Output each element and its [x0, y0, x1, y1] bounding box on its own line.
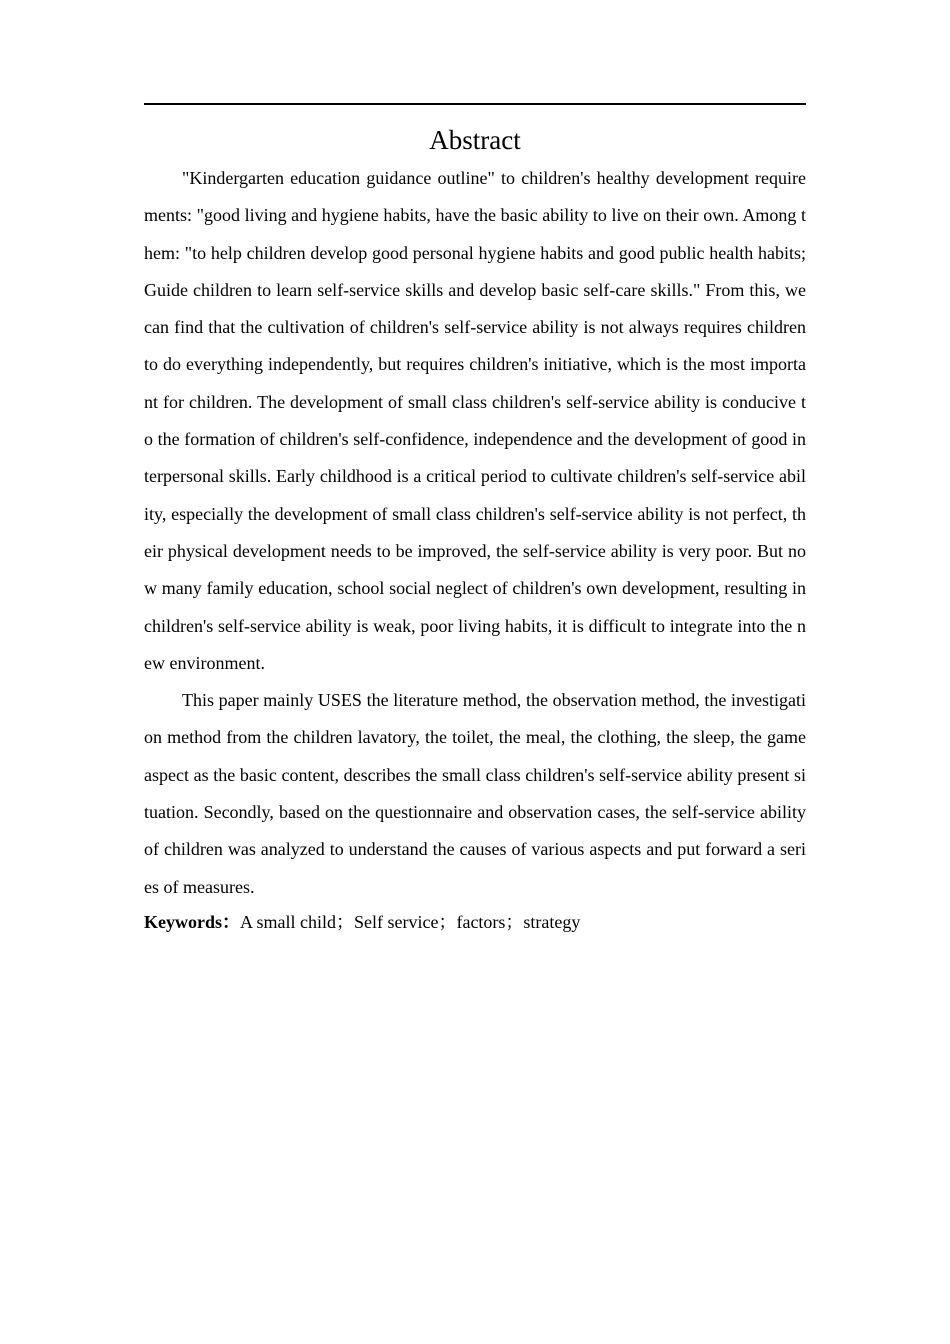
keywords-label: Keywords： [144, 912, 240, 932]
abstract-paragraph-2: This paper mainly USES the literature method, the observation method, the investigation method from the children lavatory, the toilet, the meal, the clothing, the sleep, the game aspect as the basic content, describes the small class children's self-service ability present situation. Secondly, based on the questionnaire and observation cases, the self-service ability of children was analyzed to understand the causes of various aspects and put forward a series of measures. [144, 690, 806, 897]
keywords-line [144, 904, 806, 941]
keywords-list: A small child；Self service；factors；strategy [240, 912, 581, 932]
abstract-body [144, 160, 806, 906]
abstract-title: Abstract [429, 125, 521, 155]
abstract-paragraph-1: "Kindergarten education guidance outline" to children's healthy development requirements: "good living and hygiene habits, have the basic ability to live on their own. Among them: "to help children develop good personal hygiene habits and good public health habits; Guide children to learn self-service skills and develop basic self-care skills." From this, we can find that the cultivation of children's self-service ability is not always requires children to do everything independently, but requires children's initiative, which is the most important for children. The development of small class children's self-service ability is conducive to the formation of children's self-confidence, independence and the development of good interpersonal skills. Early childhood is a critical period to cultivate children's self-service ability, especially the development of small class children's self-service ability is not perfect, their physical development needs to be improved, the self-service ability is very poor. But now many family education, school social neglect of children's own development, resulting in children's self-service ability is weak, poor living habits, it is difficult to integrate into the new environment. [144, 168, 806, 673]
header-rule [144, 103, 806, 105]
